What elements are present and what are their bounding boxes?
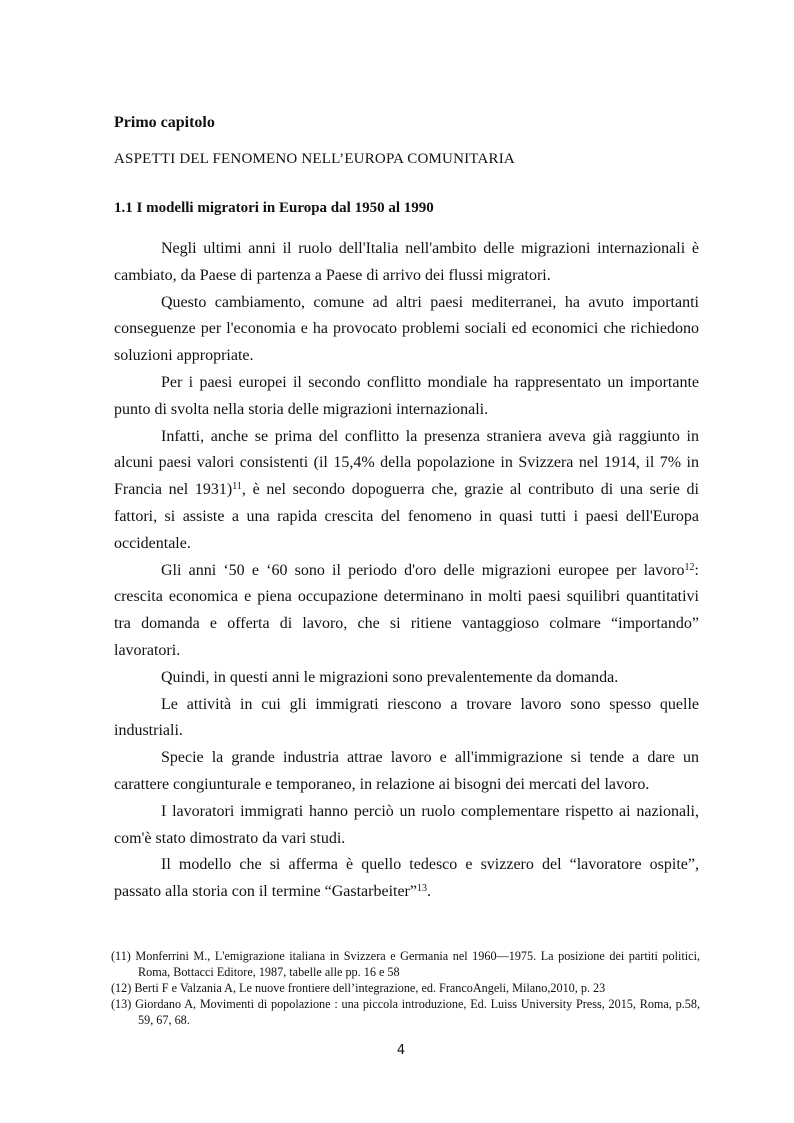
paragraph: Le attività in cui gli immigrati riescono a trovare lavoro sono spesso quelle industriali. [114, 695, 699, 740]
paragraph [114, 852, 699, 906]
footnote-ref[interactable]: 13 [416, 883, 427, 895]
paragraph: Specie la grande industria attrae lavoro e all'immigrazione si tende a dare un carattere congiunturale e temporaneo, in relazione ai bisogni dei mercati del lavoro. [114, 749, 699, 793]
paragraph-text: : crescita economica e piena occupazione determinano in molti paesi squilibri quantitativi tra domanda e offerta di lavoro, che si ritiene vantaggioso colmare “importando” lavoratori. [114, 561, 699, 659]
footnotes [111, 948, 700, 1028]
body-text [114, 236, 699, 906]
page-number: 4 [396, 1043, 406, 1058]
paragraph-text: Gli anni ‘50 e ‘60 sono il periodo d'oro delle migrazioni europee per lavoro [161, 561, 685, 579]
subsection-title: 1.1 I modelli migratori in Europa dal 1950 al 1990 [114, 200, 434, 216]
paragraph: Per i paesi europei il secondo conflitto mondiale ha rappresentato un importante punto di svolta nella storia delle migrazioni internazionali. [114, 373, 699, 418]
paragraph [114, 424, 699, 558]
paragraph-text: . [426, 883, 431, 901]
section-title: ASPETTI DEL FENOMENO NELL’EUROPA COMUNITARIA [114, 151, 515, 167]
paragraph: Questo cambiamento, comune ad altri paesi mediterranei, ha avuto importanti conseguenze per l'economia e ha provocato problemi sociali ed economici che richiedono soluzioni appropriate. [114, 293, 699, 365]
paragraph-text: Infatti, anche se prima del conflitto la presenza straniera aveva già raggiunto in alcuni paesi valori consistenti (il 15,4% della popolazione in Svizzera nel 1914, il 7% in Francia nel 1931) [114, 427, 699, 499]
paragraph: Quindi, in questi anni le migrazioni sono prevalentemente da domanda. [161, 668, 619, 686]
paragraph [114, 558, 699, 665]
chapter-heading: Primo capitolo [114, 114, 215, 131]
footnote: (12) Berti F e Valzania A, Le nuove frontiere dell’integrazione, ed. FrancoAngeli, Milano,2010, p. 23 [111, 981, 606, 995]
paragraph-text: Il modello che si afferma è quello tedesco e svizzero del “lavoratore ospite”, passato alla storia con il termine “Gastarbeiter” [114, 856, 699, 901]
footnote-ref[interactable]: 11 [232, 481, 242, 493]
footnote-ref[interactable]: 12 [684, 561, 695, 573]
paragraph-text: , è nel secondo dopoguerra che, grazie al contributo di una serie di fattori, si assiste a una rapida crescita del fenomeno in quasi tutti i paesi dell'Europa occidentale. [114, 481, 699, 552]
paragraph: Negli ultimi anni il ruolo dell'Italia nell'ambito delle migrazioni internazionali è cambiato, da Paese di partenza a Paese di arrivo dei flussi migratori. [114, 240, 699, 284]
paragraph: I lavoratori immigrati hanno perciò un ruolo complementare rispetto ai nazionali, com'è stato dimostrato da vari studi. [114, 802, 699, 847]
footnote: (11) Monferrini M., L'emigrazione italiana in Svizzera e Germania nel 1960—1975. La posizione dei partiti politici, Roma, Bottacci Editore, 1987, tabelle alle pp. 16 e 58 [111, 949, 700, 979]
footnote: (13) Giordano A, Movimenti di popolazione : una piccola introduzione, Ed. Luiss University Press, 2015, Roma, p.58, 59, 67, 68. [111, 997, 700, 1027]
